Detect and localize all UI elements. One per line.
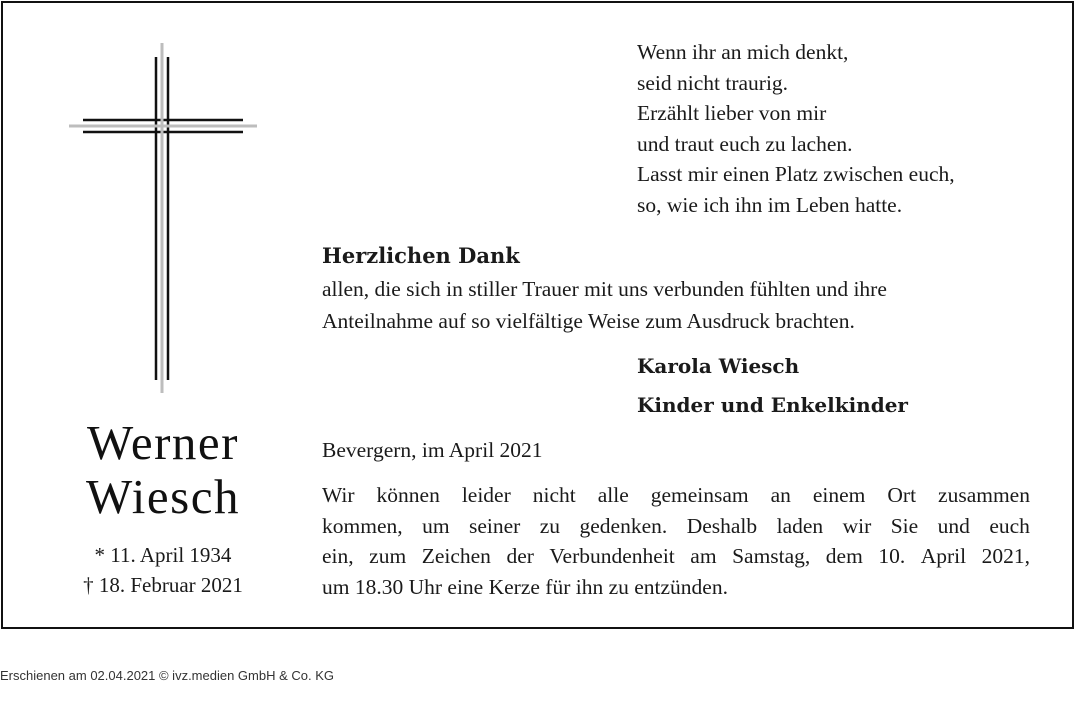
christian-cross-icon (69, 43, 259, 395)
word: April (920, 544, 967, 568)
word: gedenken. (579, 513, 668, 538)
word: Zeichen (421, 544, 491, 568)
memorial-poem (637, 37, 1057, 220)
word: Ort (887, 483, 917, 507)
invitation-line: um 18.30 Uhr eine Kerze für ihn zu entzünden. (322, 574, 728, 599)
word: 10. (878, 544, 906, 568)
deceased-last-name: Wiesch (86, 469, 240, 524)
word: Samstag, (732, 544, 811, 568)
place-and-date: Bevergern, im April 2021 (322, 438, 543, 462)
poem-line: Erzählt lieber von mir (637, 101, 827, 125)
poem-line: seid nicht traurig. (637, 70, 789, 95)
word: 2021, (981, 544, 1030, 568)
word: zu (539, 513, 561, 538)
death-date: † 18. Februar 2021 (83, 573, 243, 597)
thanks-line: Anteilnahme auf so vielfältige Weise zum Ausdruck brachten. (322, 309, 855, 333)
deceased-first-name: Werner (87, 415, 239, 470)
invitation-line (322, 541, 1030, 572)
thanks-text (322, 273, 1032, 337)
word: und (937, 513, 970, 538)
thanks-heading: Herzlichen Dank (322, 243, 520, 268)
word: am (690, 544, 717, 568)
word: können (376, 483, 440, 507)
word: alle (597, 483, 629, 507)
word: ein, (322, 544, 354, 568)
family-signature-line: Kinder und Enkelkinder (637, 393, 908, 417)
obituary-notice (1, 1, 1074, 629)
word: leider (461, 483, 511, 507)
poem-line: Wenn ihr an mich denkt, (637, 40, 849, 64)
publication-footer: Erschienen am 02.04.2021 © ivz.medien GmbH & Co. KG (0, 668, 335, 683)
invitation-text (322, 480, 1030, 602)
word: einem (812, 483, 866, 507)
thanks-line: allen, die sich in stiller Trauer mit uns verbunden fühlten und ihre (322, 277, 887, 301)
word: Wir (322, 483, 355, 507)
poem-line: so, wie ich ihn im Leben hatte. (637, 192, 903, 217)
word: zum (369, 544, 407, 568)
word: Sie (890, 513, 919, 538)
word: Deshalb (686, 513, 758, 538)
birth-date: * 11. April 1934 (94, 543, 232, 567)
word: gemeinsam (650, 483, 749, 507)
word: Verbundenheit (549, 544, 675, 568)
word: um (422, 513, 450, 538)
word: laden (776, 513, 824, 538)
word: an (770, 483, 791, 507)
word: wir (842, 513, 872, 538)
word: kommen, (322, 513, 403, 538)
word: nicht (532, 483, 576, 507)
word: zusammen (938, 483, 1030, 507)
family-signature-line: Karola Wiesch (637, 354, 800, 378)
word: dem (825, 544, 863, 568)
invitation-line (322, 511, 1030, 542)
poem-line: und traut euch zu lachen. (637, 131, 853, 156)
poem-line: Lasst mir einen Platz zwischen euch, (637, 162, 955, 186)
invitation-line (322, 480, 1030, 511)
word: euch (989, 513, 1030, 538)
word: seiner (468, 513, 521, 538)
word: der (506, 544, 534, 568)
